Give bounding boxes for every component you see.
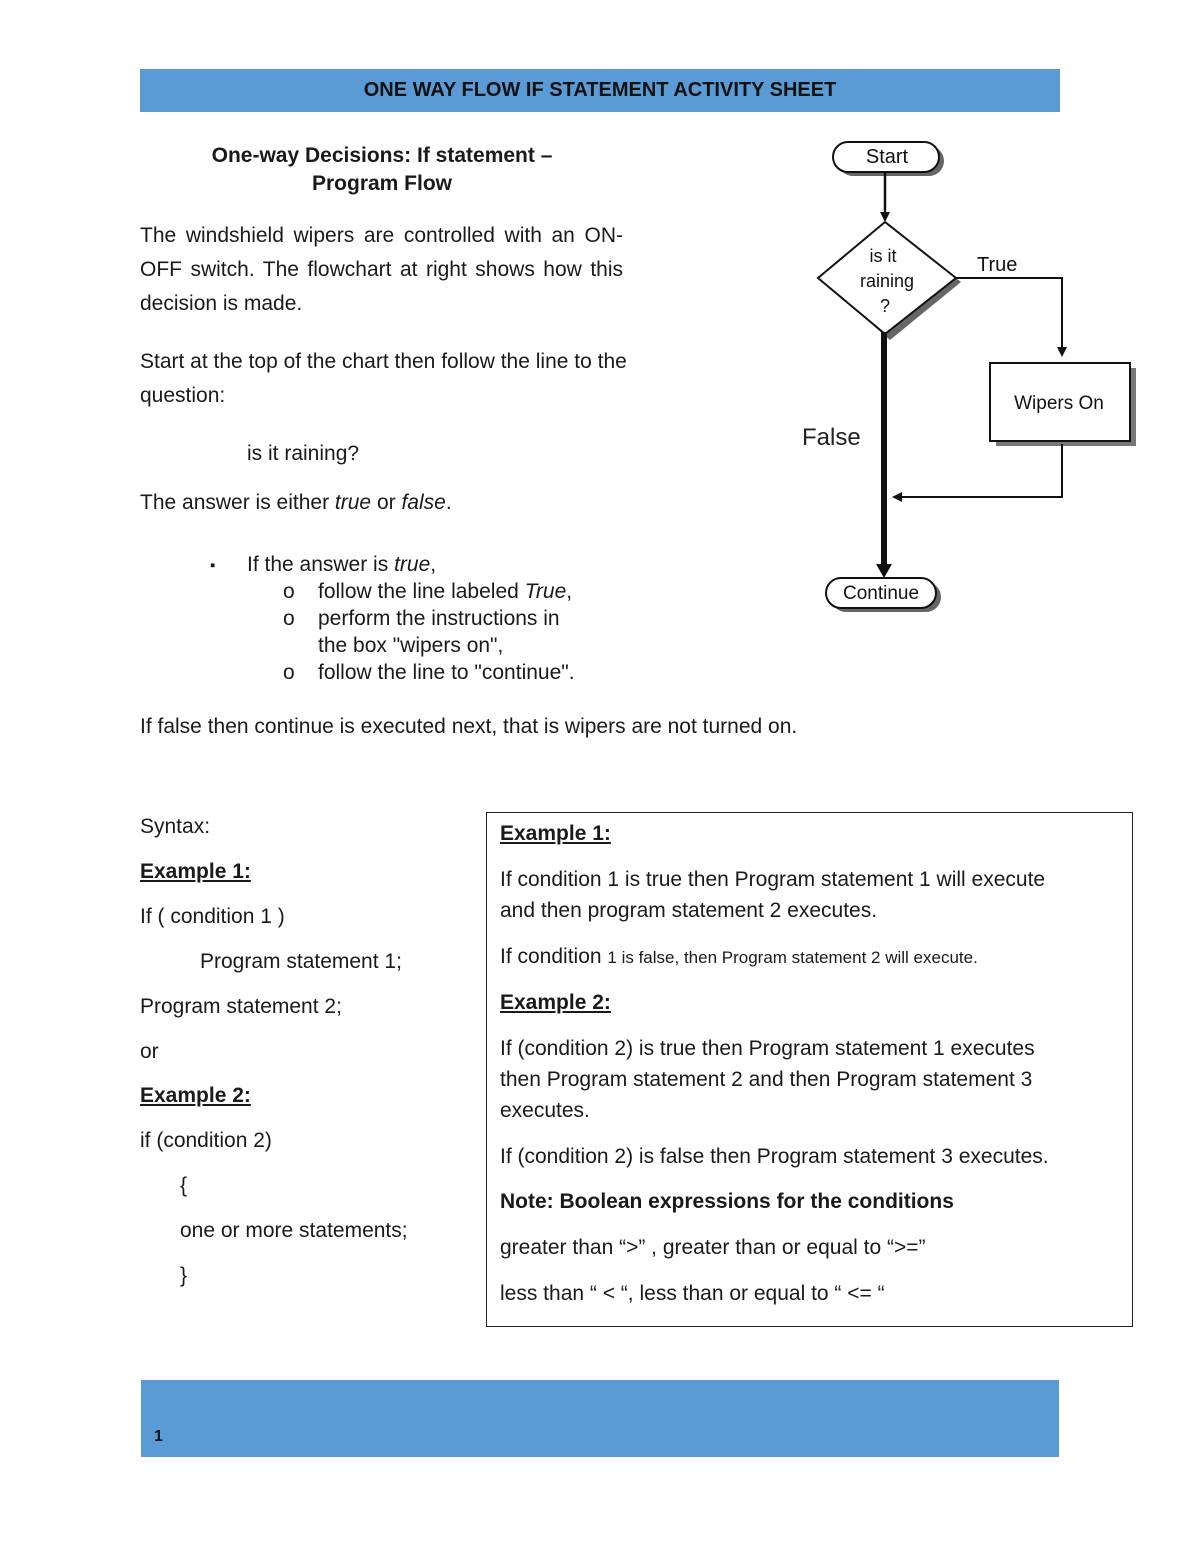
syntax-ex2-body: one or more statements; — [180, 1219, 408, 1242]
box-ex2-line-3: executes. — [500, 1099, 590, 1122]
syntax-ex1-line-1: If ( condition 1 ) — [140, 905, 285, 928]
syntax-ex1-line-3: Program statement 2; — [140, 995, 342, 1018]
bullet-marker: ▪ — [210, 557, 216, 574]
answer-end: . — [445, 491, 452, 514]
answer-false: false — [401, 491, 446, 514]
question-text: is it raining? — [247, 442, 360, 465]
sub-marker-3: o — [283, 661, 295, 684]
bullet-end: , — [430, 553, 437, 576]
syntax-ex1-line-2: Program statement 1; — [200, 950, 402, 973]
sub1-pre: follow the line labeled — [318, 580, 525, 603]
syntax-ex2-close-brace: } — [180, 1264, 188, 1287]
sub-item-1 — [318, 578, 572, 605]
sub1-em: True — [524, 580, 567, 603]
continue-node — [826, 578, 941, 612]
syntax-example-1-title: Example 1: — [140, 860, 251, 883]
header-banner — [140, 69, 1060, 112]
sub-marker-1: o — [283, 580, 295, 603]
start-label: Start — [865, 146, 909, 168]
bullet-pre: If the answer is — [247, 553, 395, 576]
box-less-than: less than “ < “, less than or equal to “ <= “ — [500, 1282, 885, 1305]
heading-line-1: One-way Decisions: If statement – — [211, 144, 553, 167]
syntax-ex2-line-1: if (condition 2) — [140, 1129, 272, 1152]
bullet-item — [247, 551, 436, 578]
answer-or: or — [371, 491, 402, 514]
sub-item-2-line-2: the box "wipers on", — [318, 634, 504, 657]
sub-marker-2: o — [283, 607, 295, 630]
continue-label: Continue — [842, 583, 920, 604]
intro-paragraph: The windshield wipers are controlled with an ON-OFF switch. The flowchart at right shows how this decision is made. — [140, 224, 623, 315]
sub1-end: , — [566, 580, 573, 603]
answer-sentence — [140, 486, 452, 520]
box-ex1-false-a: If condition — [500, 945, 608, 968]
sub-item-2-line-1: perform the instructions in — [318, 607, 560, 630]
box-ex1-false — [500, 941, 978, 973]
syntax-label: Syntax: — [140, 815, 211, 838]
box-ex1-line-1: If condition 1 is true then Program statement 1 will execute — [500, 868, 1046, 891]
false-branch-arrowhead — [876, 564, 892, 578]
false-label: False — [802, 424, 861, 451]
bullet-true: true — [394, 553, 431, 576]
decision-line-2: raining — [859, 271, 915, 291]
box-greater-than: greater than “>” , greater than or equal to “>=” — [500, 1236, 926, 1259]
false-note: If false then continue is executed next, that is wipers are not turned on. — [140, 715, 798, 738]
footer-banner — [141, 1380, 1059, 1457]
decision-line-3: ? — [879, 296, 891, 316]
page-number: 1 — [154, 1428, 163, 1445]
decision-line-1: is it — [869, 246, 897, 266]
instruction-paragraph: Start at the top of the chart then follow the line to the question: — [140, 350, 627, 407]
syntax-example-2-title: Example 2: — [140, 1084, 251, 1107]
box-ex2-false: If (condition 2) is false then Program statement 3 executes. — [500, 1145, 1049, 1168]
decision-node — [818, 222, 961, 340]
sub-item-3: follow the line to "continue". — [318, 661, 575, 684]
syntax-ex2-open-brace: { — [180, 1174, 188, 1197]
flowchart — [770, 130, 1150, 620]
section-heading — [140, 142, 624, 198]
box-ex1-false-b: 1 is false, then Program statement 2 will execute. — [607, 948, 978, 967]
true-label: True — [977, 254, 1018, 276]
action-label: Wipers On — [1014, 393, 1104, 414]
page-title: ONE WAY FLOW IF STATEMENT ACTIVITY SHEET — [363, 79, 837, 101]
box-ex2-line-2: then Program statement 2 and then Program statement 3 — [500, 1068, 1033, 1091]
answer-true: true — [334, 491, 372, 514]
true-branch-arrow — [956, 278, 1062, 355]
action-to-merge-arrow — [894, 444, 1062, 497]
box-ex2-line-1: If (condition 2) is true then Program statement 1 executes — [500, 1037, 1035, 1060]
answer-pre: The answer is either — [140, 491, 335, 514]
action-node — [990, 363, 1136, 446]
examples-box — [486, 812, 1133, 1327]
box-note: Note: Boolean expressions for the conditions — [500, 1190, 954, 1213]
box-ex1-line-2: and then program statement 2 executes. — [500, 899, 878, 922]
box-example-1-title: Example 1: — [500, 822, 611, 845]
heading-line-2: Program Flow — [311, 172, 453, 195]
syntax-or: or — [140, 1040, 159, 1063]
start-node — [833, 142, 944, 176]
box-example-2-title: Example 2: — [500, 991, 611, 1014]
